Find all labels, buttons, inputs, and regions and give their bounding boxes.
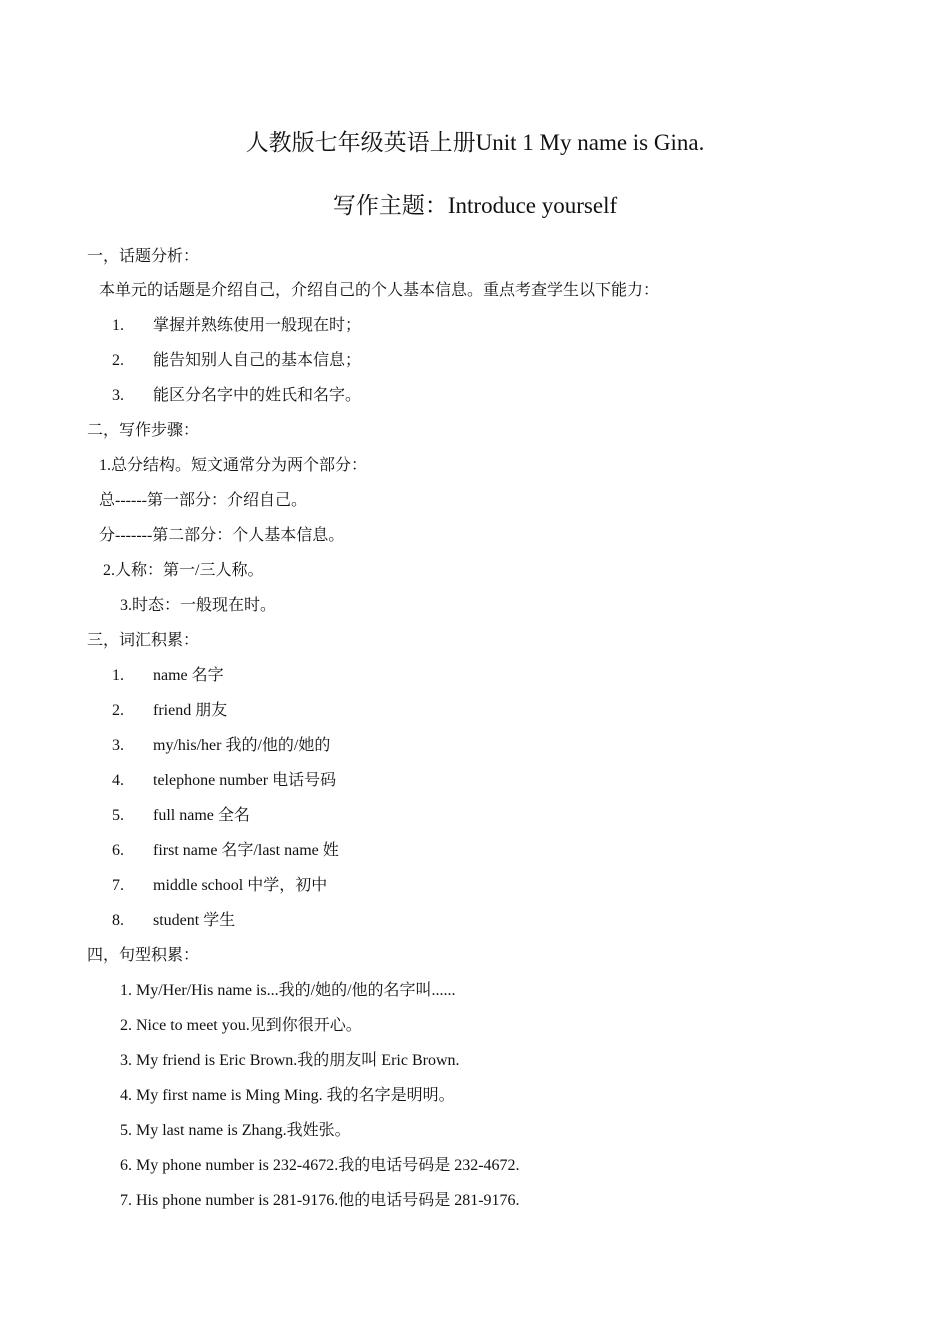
step-line: 总------第一部分：介绍自己。	[99, 492, 307, 509]
vocab-item	[0, 693, 950, 728]
sentence-item: 7. His phone number is 281-9176.他的电话号码是 281-9176.	[120, 1192, 520, 1209]
vocab-item	[0, 658, 950, 693]
list-number: 2.	[112, 352, 124, 369]
section-heading: 三，词汇积累：	[87, 632, 200, 649]
sentence-item: 5. My last name is Zhang.我姓张。	[120, 1122, 351, 1139]
vocab-item	[0, 728, 950, 763]
vocab-item	[0, 763, 950, 798]
sentence-item: 6. My phone number is 232-4672.我的电话号码是 232-4672.	[120, 1157, 520, 1174]
list-number: 3.	[112, 737, 124, 754]
list-text: friend 朋友	[153, 702, 228, 719]
list-text: name 名字	[153, 667, 224, 684]
vocab-item	[0, 833, 950, 868]
list-number: 7.	[112, 877, 124, 894]
list-text: first name 名字/last name 姓	[153, 842, 339, 859]
list-number: 4.	[112, 772, 124, 789]
list-text: full name 全名	[153, 807, 250, 824]
vocab-item	[0, 798, 950, 833]
step-line: 1.总分结构。短文通常分为两个部分：	[99, 457, 368, 474]
list-text: 能区分名字中的姓氏和名字。	[153, 387, 362, 404]
list-number: 2.	[112, 702, 124, 719]
list-number: 5.	[112, 807, 124, 824]
list-item	[0, 308, 950, 343]
list-number: 1.	[112, 667, 124, 684]
list-number: 8.	[112, 912, 124, 929]
list-text: 掌握并熟练使用一般现在时；	[153, 317, 362, 334]
list-text: 能告知别人自己的基本信息；	[153, 352, 362, 369]
sentence-item: 1. My/Her/His name is...我的/她的/他的名字叫......	[120, 982, 456, 999]
step-line: 3.时态：一般现在时。	[120, 597, 277, 614]
list-text: my/his/her 我的/他的/她的	[153, 737, 331, 754]
list-item	[0, 343, 950, 378]
sentence-item: 4. My first name is Ming Ming. 我的名字是明明。	[120, 1087, 455, 1104]
list-text: student 学生	[153, 912, 236, 929]
list-text: middle school 中学，初中	[153, 877, 328, 894]
vocab-item	[0, 868, 950, 903]
document-body	[0, 238, 950, 1218]
document-subtitle: 写作主题：Introduce yourself	[332, 193, 618, 218]
step-line: 分-------第二部分：个人基本信息。	[99, 527, 345, 544]
sentence-item: 3. My friend is Eric Brown.我的朋友叫 Eric Brown.	[120, 1052, 460, 1069]
paragraph: 本单元的话题是介绍自己，介绍自己的个人基本信息。重点考查学生以下能力：	[99, 282, 660, 299]
section-heading: 四，句型积累：	[87, 947, 200, 964]
step-line: 2.人称：第一/三人称。	[103, 562, 264, 579]
list-text: telephone number 电话号码	[153, 772, 337, 789]
section-heading: 一，话题分析：	[87, 246, 200, 265]
vocab-item	[0, 903, 950, 938]
document-title: 人教版七年级英语上册Unit 1 My name is Gina.	[245, 130, 705, 155]
sentence-item: 2. Nice to meet you.见到你很开心。	[120, 1017, 362, 1034]
list-item	[0, 378, 950, 413]
list-number: 6.	[112, 842, 124, 859]
list-number: 1.	[112, 317, 124, 334]
section-heading: 二，写作步骤：	[87, 422, 200, 439]
list-number: 3.	[112, 387, 124, 404]
